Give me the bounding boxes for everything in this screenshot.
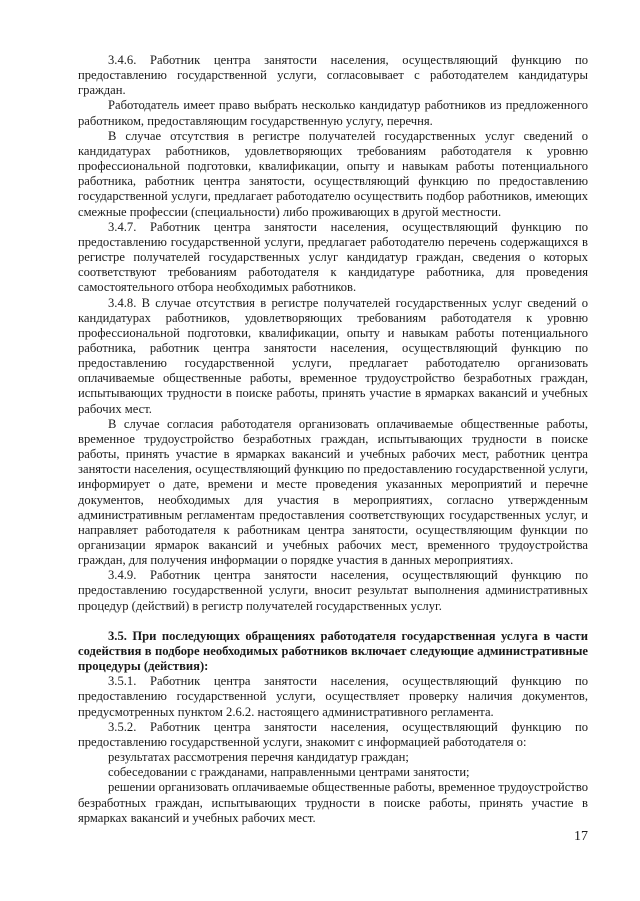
list-item-interviews: собеседовании с гражданами, направленными центрами занятости; (108, 765, 470, 780)
paragraph-3-5-2: 3.5.2. Работник центра занятости населения, осуществляющий функцию по предоставлению государственной услуги, знакомит с информацией работодателя о: (78, 719, 588, 749)
paragraph-3-4-9: 3.4.9. Работник центра занятости населения, осуществляющий функцию по предоставлению государственной услуги, вносит результат выполнения административных процедур (действий) в регистр получателей государственных услуг. (78, 568, 588, 613)
section-heading-3-5: 3.5. При последующих обращениях работодателя государственная услуга в части содействия в подборе необходимых работников включает следующие административные процедуры (действия): (78, 628, 588, 674)
page-number: 17 (574, 829, 588, 844)
list-item-candidates: результатах рассмотрения перечня кандидатур граждан; (108, 750, 409, 765)
paragraph-3-4-7: 3.4.7. Работник центра занятости населения, осуществляющий функцию по предоставлению государственной услуги, предлагает работодателю перечень содержащихся в регистре получателей государственных услуг кандидатур граждан, сведения о которых соответствуют требованиям работодателя к кандидатуре работника, для проведения самостоятельного отбора необходимых работников. (78, 219, 588, 295)
paragraph-3-5-1: 3.5.1. Работник центра занятости населения, осуществляющий функцию по предоставлению государственной услуги, осуществляет проверку наличия документов, предусмотренных пунктом 2.6.2. настоящего административного регламента. (78, 674, 588, 719)
paragraph-employer-right: Работодатель имеет право выбрать несколько кандидатур работников из предложенного работником, предоставляющим государственную услугу, перечня. (78, 98, 588, 128)
list-item-decision: решении организовать оплачиваемые общественные работы, временное трудоустройство безработных граждан, испытывающих трудности в поиске работы, принять участие в ярмарках вакансий и учебных рабочих мест. (78, 780, 588, 825)
paragraph-no-candidates: В случае отсутствия в регистре получателей государственных услуг сведений о кандидатурах работников, удовлетворяющих требованиям работодателя к уровню профессиональной подготовки, квалификации, опыту и навыкам работы потенциального работника, работник центра занятости, осуществляющий функцию по предоставлению государственной услуги, предлагает работодателю осуществить подбор работников, имеющих смежные профессии (специальности) либо проживающих в другой местности. (78, 128, 588, 219)
paragraph-consent: В случае согласия работодателя организовать оплачиваемые общественные работы, временное трудоустройство безработных граждан, испытывающих трудности в поиске работы, принять участие в ярмарках вакансий и учебных рабочих мест, работник центра занятости населения, осуществляющий функцию по предоставлению государственной услуги, информирует о дате, времени и месте проведения указанных мероприятий и перечне документов, необходимых для участия в мероприятиях, согласно утвержденным административным регламентам предоставления соответствующих государственных услуг, и направляет работодателя к работникам центра занятости, осуществляющим функции по организации ярмарок вакансий и учебных рабочих мест, временного трудоустройства граждан, для получения информации о порядке участия в данных мероприятиях. (78, 416, 588, 568)
section-gap (78, 614, 588, 629)
paragraph-3-4-6: 3.4.6. Работник центра занятости населения, осуществляющий функцию по предоставлению государственной услуги, согласовывает с работодателем кандидатуры граждан. (78, 53, 588, 98)
paragraph-3-4-8: 3.4.8. В случае отсутствия в регистре получателей государственных услуг сведений о кандидатурах работников, удовлетворяющих требованиям работодателя к уровню профессиональной подготовки, квалификации, опыту и навыкам работы потенциального работника, работник центра занятости населения, осуществляющий функцию по предоставлению государственной услуги, предлагает работодателю организовать оплачиваемые общественные работы, временное трудоустройство безработных граждан, испытывающих трудности в поиске работы, принять участие в ярмарках вакансий и учебных рабочих мест. (78, 295, 588, 416)
